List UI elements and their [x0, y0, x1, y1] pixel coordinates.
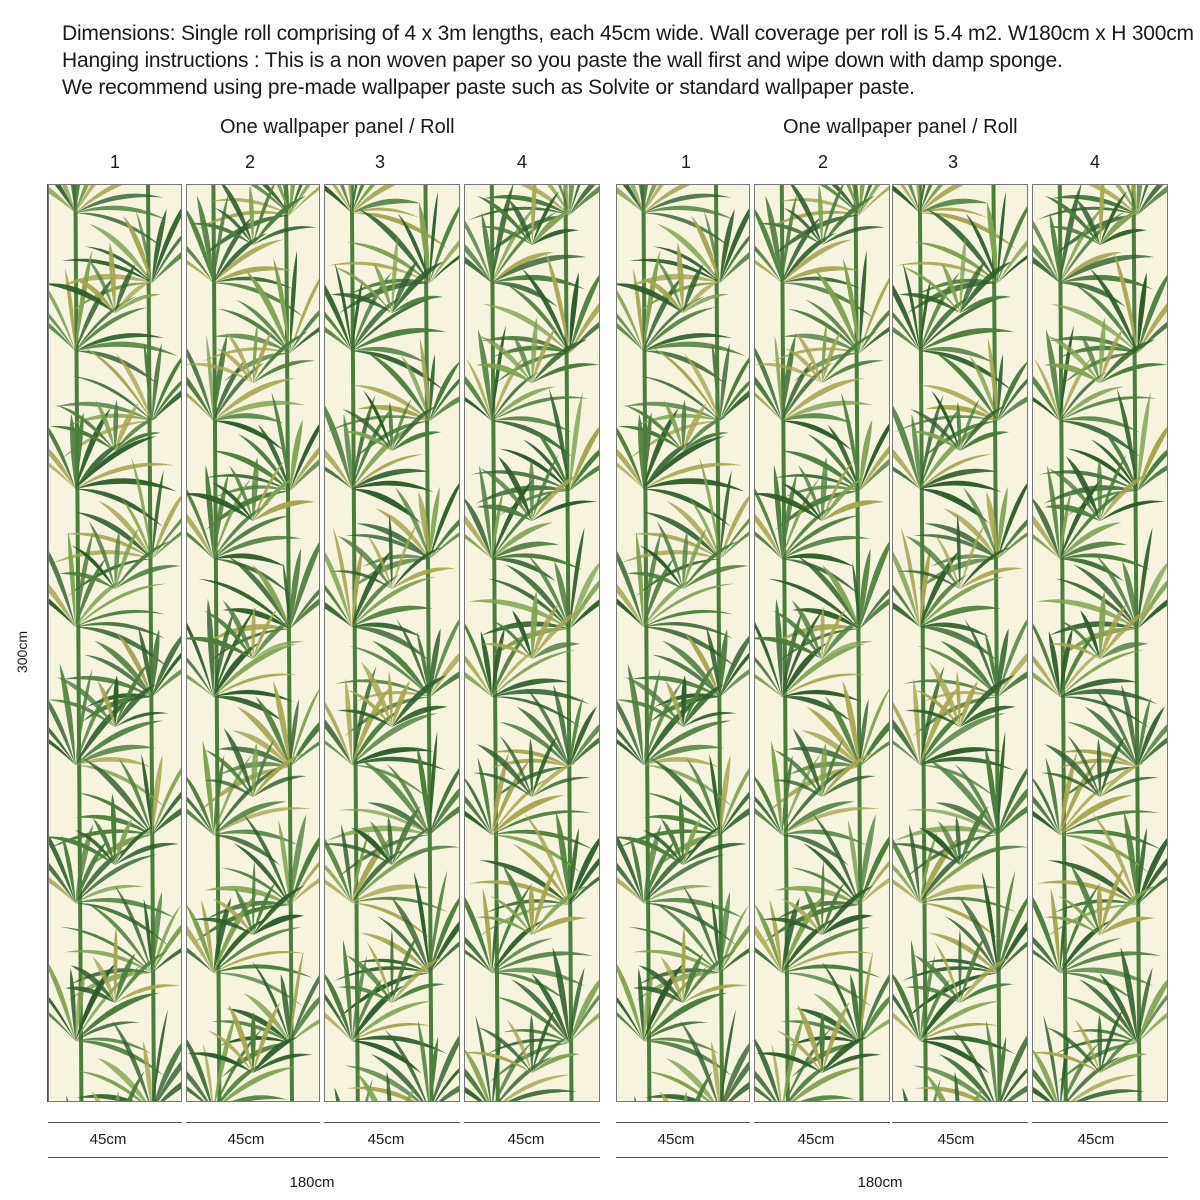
- total-width-line: [616, 1157, 1168, 1158]
- panel-number: 4: [1089, 152, 1100, 172]
- info-block: [62, 20, 1194, 101]
- palm-pattern: [325, 185, 459, 1101]
- total-width-label: 180cm: [857, 1174, 903, 1191]
- panel-width-line: [48, 1122, 182, 1123]
- panel-width-label: 45cm: [367, 1131, 405, 1148]
- panel-number: 4: [516, 152, 527, 172]
- panel-number: 2: [244, 152, 255, 172]
- wallpaper-panel: [48, 184, 182, 1102]
- palm-pattern: [49, 185, 181, 1101]
- panel-width-label: 45cm: [507, 1131, 545, 1148]
- panel-width-line: [754, 1122, 890, 1123]
- panel-width-line: [1032, 1122, 1168, 1123]
- panel-width-label: 45cm: [89, 1131, 127, 1148]
- panel-width-line: [324, 1122, 460, 1123]
- palm-pattern: [465, 185, 599, 1101]
- panel-width-label: 45cm: [937, 1131, 975, 1148]
- panel-width-label: 45cm: [227, 1131, 265, 1148]
- panel-width-label: 45cm: [657, 1131, 695, 1148]
- panel-width-label: 45cm: [797, 1131, 835, 1148]
- total-width-line: [48, 1157, 600, 1158]
- wallpaper-panel: [1032, 184, 1168, 1102]
- panel-number: 3: [947, 152, 958, 172]
- panel-number: 1: [109, 152, 120, 172]
- palm-pattern: [187, 185, 319, 1101]
- panel-width-line: [892, 1122, 1028, 1123]
- panel-width-line: [186, 1122, 320, 1123]
- wallpaper-panel: [754, 184, 890, 1102]
- panel-number: 3: [374, 152, 385, 172]
- panel-width-label: 45cm: [1077, 1131, 1115, 1148]
- wallpaper-panel: [324, 184, 460, 1102]
- dimensions-text: Dimensions: Single roll comprising of 4 x 3m lengths, each 45cm wide. Wall coverage per roll is 5.4 m2. W180cm x H 300cm: [62, 22, 1194, 45]
- total-width-label: 180cm: [289, 1174, 335, 1191]
- palm-pattern: [617, 185, 749, 1101]
- group-1-heading: One wallpaper panel / Roll: [220, 116, 455, 138]
- panel-number: 1: [680, 152, 691, 172]
- wallpaper-panel: [186, 184, 320, 1102]
- palm-pattern: [1033, 185, 1167, 1101]
- palm-pattern: [893, 185, 1027, 1101]
- hanging-instructions-text: Hanging instructions : This is a non woven paper so you paste the wall first and wipe down with damp sponge.: [62, 49, 1063, 72]
- paste-recommendation-text: We recommend using pre-made wallpaper paste such as Solvite or standard wallpaper paste.: [62, 76, 915, 99]
- panel-width-line: [464, 1122, 600, 1123]
- wallpaper-panel: [892, 184, 1028, 1102]
- wallpaper-panel: [616, 184, 750, 1102]
- height-label: 300cm: [14, 630, 30, 674]
- panel-number: 2: [817, 152, 828, 172]
- wallpaper-panel: [464, 184, 600, 1102]
- panel-width-line: [616, 1122, 750, 1123]
- palm-pattern: [755, 185, 889, 1101]
- group-2-heading: One wallpaper panel / Roll: [783, 116, 1018, 138]
